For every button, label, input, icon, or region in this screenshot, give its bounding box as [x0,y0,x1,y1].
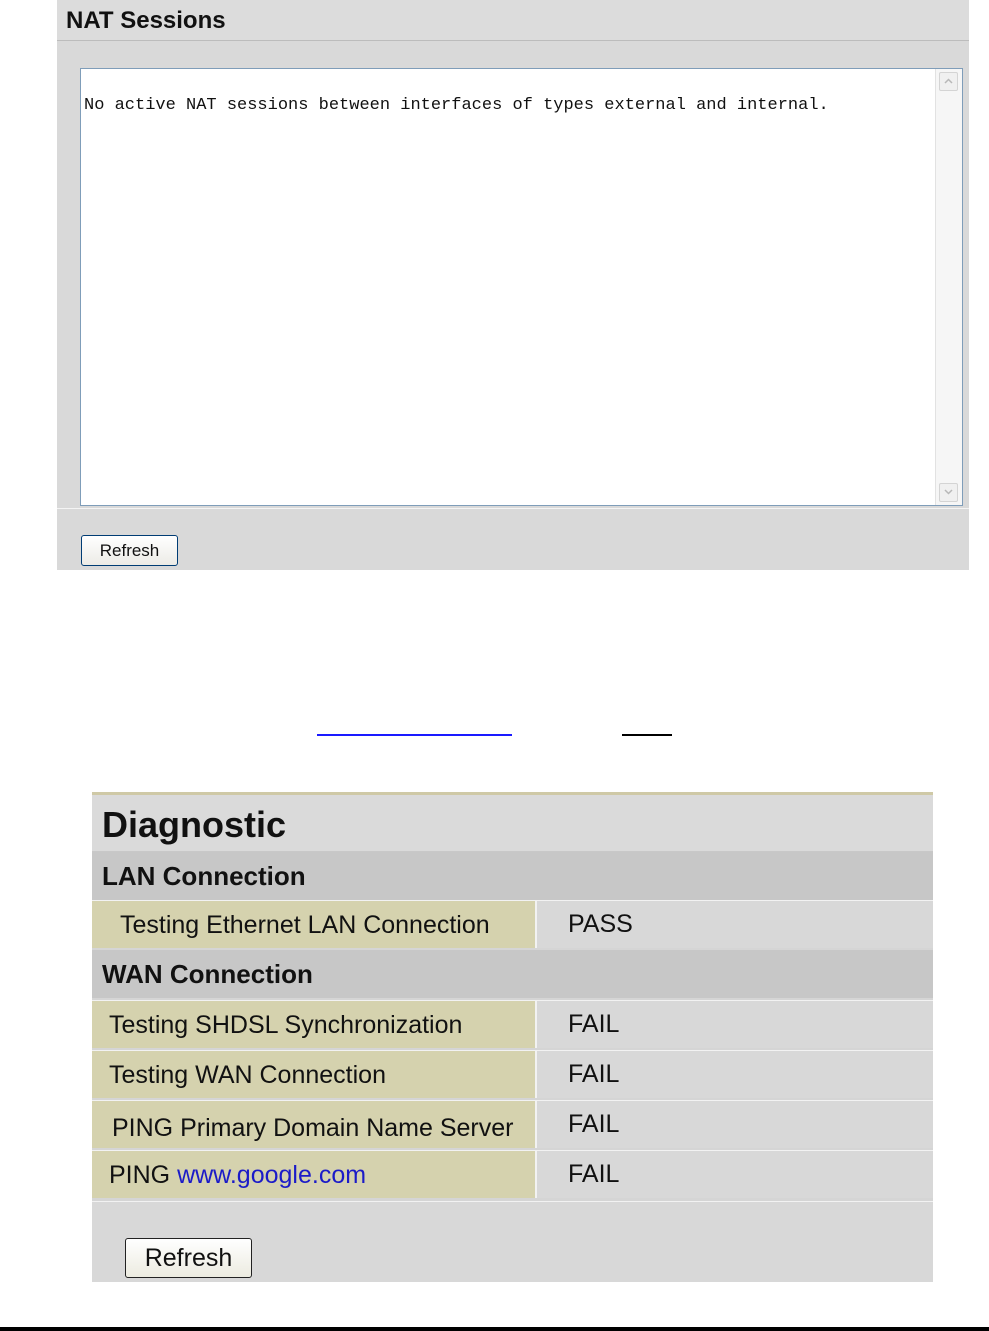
test-label: PING Primary Domain Name Server [112,1114,514,1142]
test-row [92,900,933,948]
test-result: FAIL [568,1160,620,1188]
wan-connection-section [92,950,933,998]
diagnostic-refresh-button[interactable]: Refresh [125,1238,252,1278]
test-label-cell [92,901,535,948]
test-label-cell [92,1101,535,1148]
test-row [92,1050,933,1098]
test-result-cell [537,901,933,948]
test-result: FAIL [568,1060,620,1088]
test-result: FAIL [568,1010,620,1038]
test-label-prefix: PING [109,1161,171,1189]
diagnostic-panel [92,792,933,1281]
nat-sessions-panel [57,0,969,570]
chevron-down-icon [944,489,953,495]
test-label-cell [92,1151,535,1198]
scroll-down-button[interactable] [939,483,958,502]
chevron-up-icon [944,78,953,84]
test-result: PASS [568,910,633,938]
test-result-cell [537,1151,933,1198]
nat-sessions-textarea[interactable] [80,68,963,506]
test-result-cell [537,1101,933,1148]
test-row [92,1000,933,1048]
link-underline[interactable] [317,734,512,736]
test-result-cell [537,1051,933,1098]
nat-sessions-footer [57,509,969,570]
nat-sessions-body [57,41,969,509]
test-label: Testing SHDSL Synchronization [109,1011,463,1039]
diagnostic-title: Diagnostic [102,804,287,845]
text-underline [622,734,672,736]
test-result-cell [537,1001,933,1048]
test-row [92,1150,933,1198]
diagnostic-header [92,795,933,852]
test-label: Testing Ethernet LAN Connection [120,911,490,939]
wan-connection-heading: WAN Connection [102,959,313,989]
nat-sessions-message: No active NAT sessions between interfaces of types external and internal. [84,96,829,115]
google-link[interactable]: www.google.com [177,1161,367,1189]
test-label-cell [92,1001,535,1048]
nat-textarea-scrollbar[interactable] [935,69,962,505]
scroll-up-button[interactable] [939,72,958,91]
lan-connection-section [92,852,933,900]
nat-sessions-title: NAT Sessions [66,7,226,34]
test-label [109,1161,366,1190]
nat-refresh-button[interactable]: Refresh [81,535,178,566]
nat-sessions-header [57,0,969,41]
test-label: Testing WAN Connection [109,1061,386,1089]
test-row [92,1100,933,1148]
test-label-cell [92,1051,535,1098]
diagnostic-footer [92,1201,933,1282]
lan-connection-heading: LAN Connection [102,861,306,891]
test-result: FAIL [568,1110,620,1138]
bottom-rule [0,1327,989,1331]
